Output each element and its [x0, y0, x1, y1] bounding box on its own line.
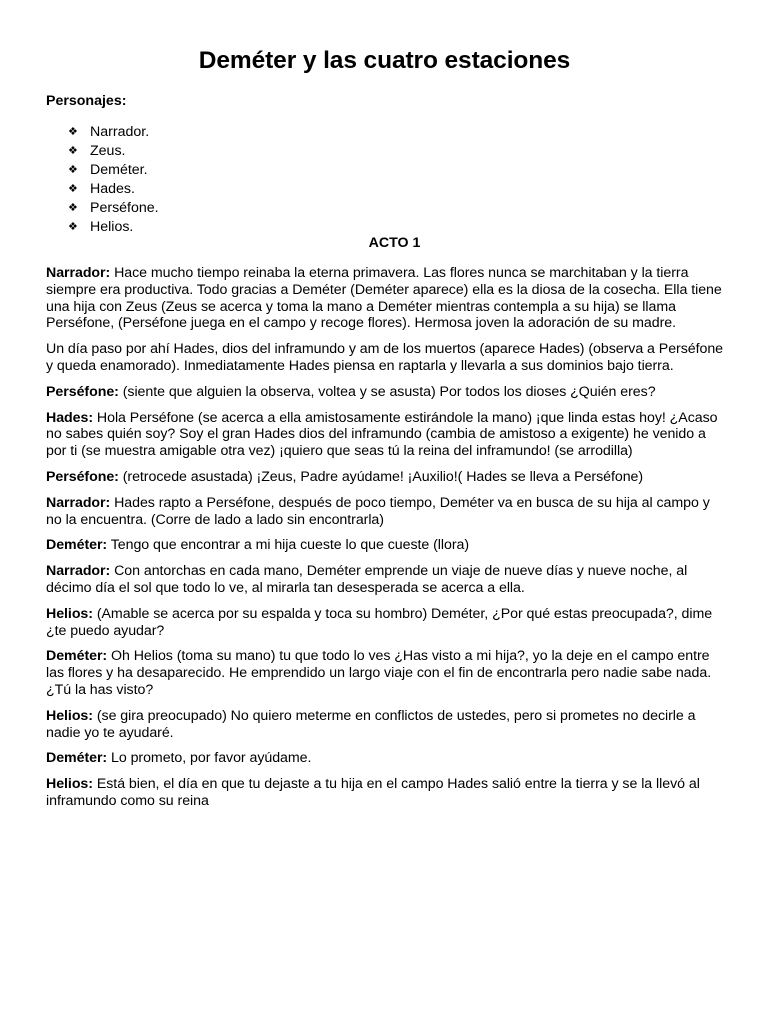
- dialogue-paragraph: [46, 776, 723, 810]
- speaker-label: Helios:: [46, 605, 93, 622]
- dialogue-text: Tengo que encontrar a mi hija cueste lo que cueste (llora): [107, 537, 470, 554]
- act-heading: ACTO 1: [368, 235, 421, 251]
- cast-list: [46, 123, 723, 237]
- speaker-label: Perséfone:: [46, 383, 119, 400]
- dialogue-paragraph: [46, 384, 723, 401]
- dialogue-text: Un día paso por ahí Hades, dios del inframundo y am de los muertos (aparece Hades) (observa a Perséfone y queda enamorado). Inmediatamente Hades piensa en raptarla y llevarla a sus dominios bajo tierra.: [46, 341, 724, 374]
- speaker-label: Hades:: [46, 409, 94, 426]
- dialogue-paragraph: [46, 469, 723, 486]
- cast-name: Zeus.: [90, 143, 126, 159]
- speaker-label: Narrador:: [46, 265, 111, 281]
- dialogue-paragraph: [46, 648, 723, 698]
- dialogue-paragraph: [46, 410, 723, 460]
- cast-name: Narrador.: [90, 124, 150, 140]
- cast-name: Helios.: [90, 219, 134, 235]
- dialogue-text: Está bien, el día en que tu dejaste a tu hija en el campo Hades salió entre la tierra y se la llevó al inframundo como su reina: [46, 776, 700, 809]
- dialogue-paragraph: [46, 537, 723, 554]
- dialogue-text: Hola Perséfone (se acerca a ella amistosamente estirándole la mano) ¡que linda estas hoy! ¿Acaso no sabes quién soy? Soy el gran Hades dios del inframundo (cambia de amistoso a exigente) he venido a por ti (se muestra amigable otra vez) ¡quiero que seas tú la reina del inframundo! (se arrodilla): [46, 409, 718, 460]
- speaker-label: Helios:: [46, 707, 93, 724]
- speaker-label: Narrador:: [46, 494, 111, 511]
- dialogue-text: Con antorchas en cada mano, Deméter emprende un viaje de nueve días y nueve noche, al décimo día el sol que todo lo ve, al mirarla tan desesperada se acerca a ella.: [46, 563, 688, 596]
- dialogue-text: Lo prometo, por favor ayúdame.: [107, 750, 312, 767]
- list-item: [68, 180, 723, 199]
- speaker-label: Helios:: [46, 776, 93, 793]
- dialogue-paragraph: [46, 606, 723, 640]
- dialogue-paragraph: [46, 750, 723, 767]
- script-body: [46, 265, 723, 810]
- dialogue-paragraph: [46, 563, 723, 597]
- diamond-bullet-icon: ❖: [68, 126, 78, 138]
- speaker-label: Deméter:: [46, 750, 108, 767]
- dialogue-text: Hace mucho tiempo reinaba la eterna primavera. Las flores nunca se marchitaban y la tierra siempre era productiva. Todo gracias a Deméter (Deméter aparece) ella es la diosa de la cosecha. Ella tiene una hija con Zeus (Zeus se acerca y toma la mano a Deméter mientras contempla a su hija) se llama Perséfone, (Perséfone juega en el campo y recoge flores). Hermosa joven la adoración de su madre.: [46, 265, 722, 332]
- diamond-bullet-icon: ❖: [68, 145, 78, 157]
- diamond-bullet-icon: ❖: [68, 202, 78, 214]
- list-item: [68, 199, 723, 218]
- diamond-bullet-icon: ❖: [68, 221, 78, 233]
- diamond-bullet-icon: ❖: [68, 164, 78, 176]
- cast-name: Deméter.: [90, 162, 148, 178]
- cast-name: Hades.: [90, 181, 135, 197]
- dialogue-text: (Amable se acerca por su espalda y toca su hombro) Deméter, ¿Por qué estas preocupada?, dime ¿te puedo ayudar?: [46, 605, 713, 639]
- document-title: Deméter y las cuatro estaciones: [198, 47, 571, 74]
- speaker-label: Deméter:: [46, 537, 108, 554]
- dialogue-text: (retrocede asustada) ¡Zeus, Padre ayúdame! ¡Auxilio!( Hades se lleva a Perséfone): [118, 468, 644, 485]
- list-item: [68, 123, 723, 142]
- dialogue-text: Hades rapto a Perséfone, después de poco tiempo, Deméter va en busca de su hija al campo y no la encuentra. (Corre de lado a lado sin encontrarla): [46, 494, 710, 528]
- list-item: [68, 161, 723, 180]
- narration-paragraph: [46, 341, 723, 375]
- diamond-bullet-icon: ❖: [68, 183, 78, 195]
- cast-heading: Personajes:: [46, 93, 127, 109]
- speaker-label: Perséfone:: [46, 468, 119, 485]
- dialogue-paragraph: [46, 495, 723, 529]
- cast-name: Perséfone.: [90, 200, 159, 216]
- dialogue-paragraph: [46, 708, 723, 742]
- dialogue-paragraph: [46, 265, 723, 332]
- list-item: [68, 142, 723, 161]
- dialogue-text: Oh Helios (toma su mano) tu que todo lo ves ¿Has visto a mi hija?, yo la deje en el campo entre las flores y ha desaparecido. He emprendido un largo viaje con el fin de encontrarla pero nadie sabe nada. ¿Tú la has visto?: [46, 648, 712, 698]
- speaker-label: Narrador:: [46, 563, 111, 580]
- speaker-label: Deméter:: [46, 648, 108, 665]
- dialogue-text: (se gira preocupado) No quiero meterme en conflictos de ustedes, pero si prometes no decirle a nadie yo te ayudaré.: [46, 707, 696, 741]
- dialogue-text: (siente que alguien la observa, voltea y se asusta) Por todos los dioses ¿Quién eres?: [118, 383, 656, 400]
